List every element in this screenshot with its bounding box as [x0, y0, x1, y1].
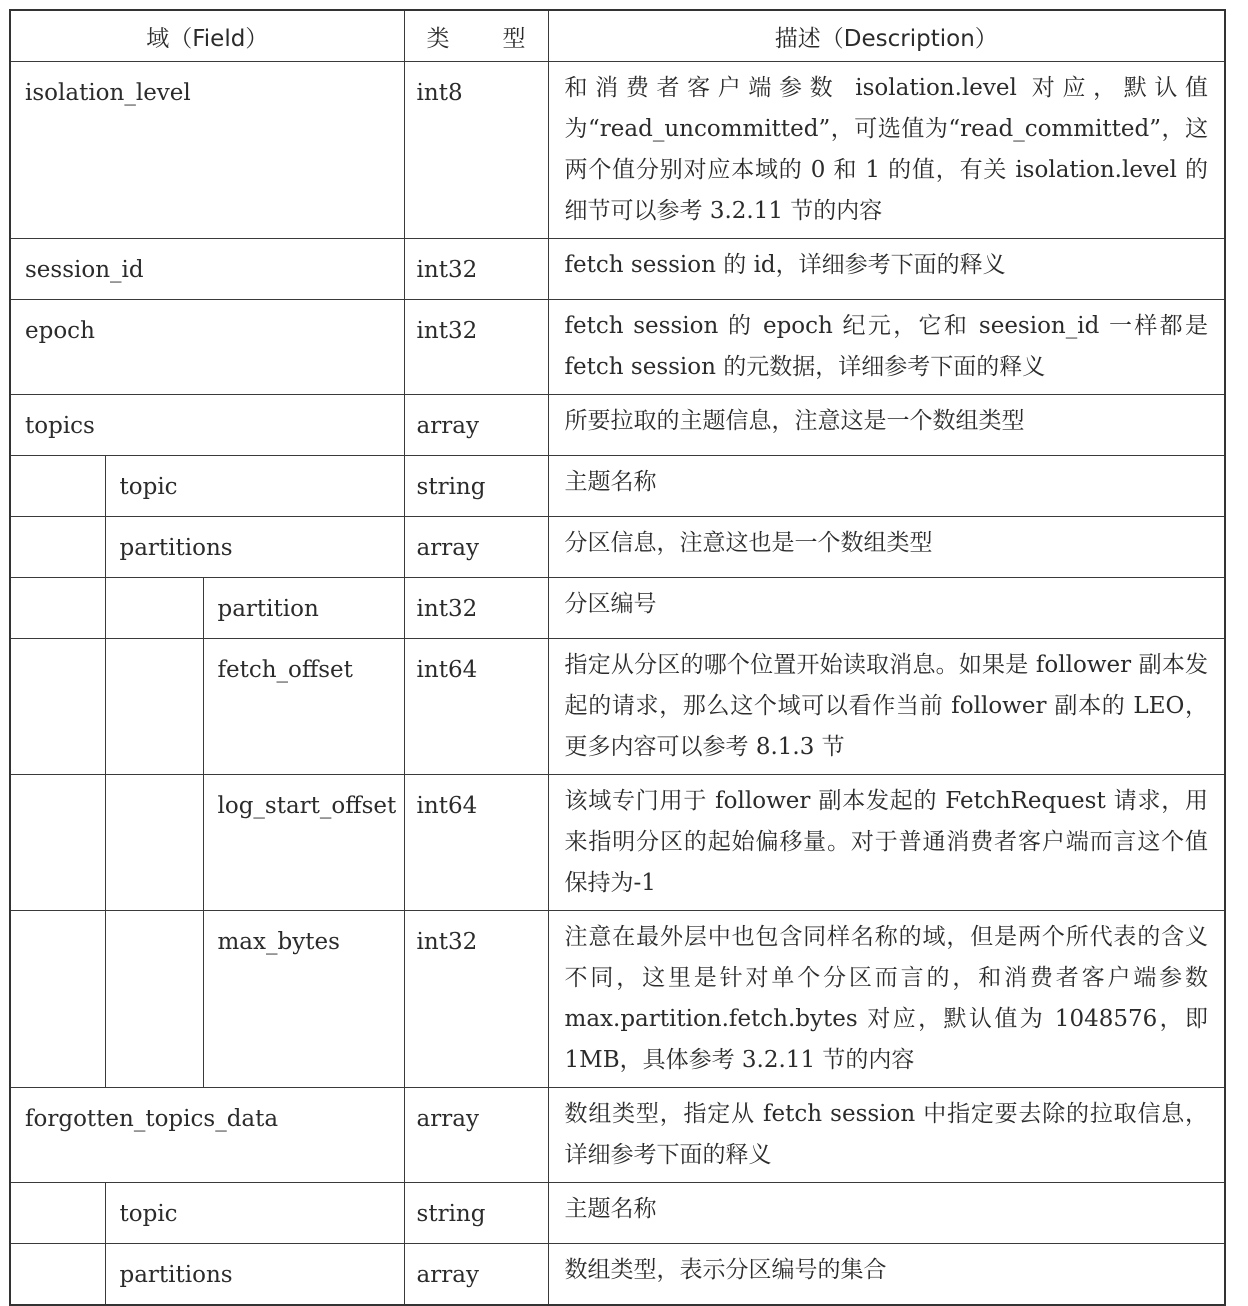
field-description: 该域专门用于 follower 副本发起的 FetchRequest 请求，用来指明分区的起始偏移量。对于普通消费者客户端而言这个值保持为-1 — [564, 788, 1209, 896]
table-row — [10, 300, 1225, 395]
field-description: 分区信息，注意这也是一个数组类型 — [564, 530, 933, 556]
field-cell — [203, 775, 404, 911]
indent-cell — [105, 775, 203, 911]
field-type: int32 — [416, 596, 478, 622]
field-description: 和消费者客户端参数 isolation.level 对应，默认值为“read_uncommitted”，可选值为“read_committed”，这两个值分别对应本域的 0 和 1 的值，有关 isolation.level 的细节可以参考 3.2.11 节的内容 — [564, 75, 1209, 224]
field-name: session_id — [25, 257, 144, 283]
table-row — [10, 775, 1225, 911]
field-description: 注意在最外层中也包含同样名称的域，但是两个所代表的含义不同，这里是针对单个分区而言的，和消费者客户端参数 max.partition.fetch.bytes 对应，默认值为 1048576，即 1MB，具体参考 3.2.11 节的内容 — [564, 924, 1209, 1073]
type-cell — [404, 300, 548, 395]
type-cell — [404, 395, 548, 456]
type-cell — [404, 775, 548, 911]
type-cell — [404, 239, 548, 300]
field-name: fetch_offset — [217, 657, 353, 683]
table-header-row — [10, 10, 1225, 62]
field-cell — [10, 300, 404, 395]
field-cell — [10, 1088, 404, 1183]
field-name: log_start_offset — [217, 793, 397, 819]
description-cell — [548, 395, 1225, 456]
type-cell — [404, 1088, 548, 1183]
field-cell — [10, 395, 404, 456]
indent-cell — [105, 911, 203, 1088]
indent-cell — [10, 639, 105, 775]
field-description: 数组类型，表示分区编号的集合 — [564, 1257, 887, 1283]
field-description: 分区编号 — [564, 591, 657, 617]
indent-cell — [10, 775, 105, 911]
field-description: fetch session 的 id，详细参考下面的释义 — [564, 252, 1006, 278]
indent-cell — [105, 639, 203, 775]
field-description: 所要拉取的主题信息，注意这是一个数组类型 — [564, 408, 1025, 434]
field-name: max_bytes — [217, 929, 340, 955]
field-cell — [10, 239, 404, 300]
field-name: epoch — [25, 318, 95, 344]
field-name: partitions — [119, 1262, 233, 1288]
field-column-header: 域（Field） — [10, 10, 404, 62]
field-description: 数组类型，指定从 fetch session 中指定要去除的拉取信息，详细参考下面的释义 — [564, 1101, 1209, 1168]
field-type: array — [416, 535, 479, 561]
field-cell — [203, 578, 404, 639]
field-name: isolation_level — [25, 80, 191, 106]
indent-cell — [10, 911, 105, 1088]
field-type: int32 — [416, 929, 478, 955]
table-row — [10, 1088, 1225, 1183]
type-column-header: 类 型 — [404, 10, 548, 62]
table-row — [10, 517, 1225, 578]
description-column-header: 描述（Description） — [548, 10, 1225, 62]
description-cell — [548, 517, 1225, 578]
table-row — [10, 239, 1225, 300]
indent-cell — [10, 1183, 105, 1244]
field-type: int64 — [416, 657, 478, 683]
field-cell — [10, 62, 404, 239]
field-name: topic — [119, 1201, 178, 1227]
table-row — [10, 1183, 1225, 1244]
field-cell — [105, 517, 404, 578]
field-description: 主题名称 — [564, 469, 657, 495]
table-row — [10, 639, 1225, 775]
field-type: string — [416, 474, 486, 500]
field-cell — [203, 639, 404, 775]
description-cell — [548, 239, 1225, 300]
indent-cell — [10, 1244, 105, 1306]
field-name: topic — [119, 474, 178, 500]
field-name: partition — [217, 596, 319, 622]
type-cell — [404, 578, 548, 639]
field-cell — [105, 456, 404, 517]
type-cell — [404, 517, 548, 578]
field-type: int8 — [416, 80, 463, 106]
description-cell — [548, 578, 1225, 639]
field-name: forgotten_topics_data — [25, 1106, 279, 1132]
table-row — [10, 395, 1225, 456]
field-name: topics — [25, 413, 95, 439]
field-type: array — [416, 1106, 479, 1132]
field-cell — [105, 1183, 404, 1244]
description-cell — [548, 62, 1225, 239]
field-cell — [203, 911, 404, 1088]
type-cell — [404, 1244, 548, 1306]
field-type: string — [416, 1201, 486, 1227]
description-cell — [548, 300, 1225, 395]
description-cell — [548, 456, 1225, 517]
field-description: fetch session 的 epoch 纪元，它和 seesion_id 一样都是 fetch session 的元数据，详细参考下面的释义 — [564, 313, 1209, 380]
description-cell — [548, 1088, 1225, 1183]
field-name: partitions — [119, 535, 233, 561]
type-cell — [404, 639, 548, 775]
description-cell — [548, 639, 1225, 775]
field-description: 指定从分区的哪个位置开始读取消息。如果是 follower 副本发起的请求，那么这个域可以看作当前 follower 副本的 LEO，更多内容可以参考 8.1.3 节 — [564, 652, 1209, 760]
field-type: array — [416, 1262, 479, 1288]
field-description-table — [9, 9, 1226, 1306]
table-row — [10, 456, 1225, 517]
description-cell — [548, 1244, 1225, 1306]
table-row — [10, 62, 1225, 239]
indent-cell — [10, 578, 105, 639]
field-type: int32 — [416, 257, 478, 283]
indent-cell — [10, 517, 105, 578]
indent-cell — [10, 456, 105, 517]
type-cell — [404, 1183, 548, 1244]
type-cell — [404, 911, 548, 1088]
field-description: 主题名称 — [564, 1196, 657, 1222]
description-cell — [548, 1183, 1225, 1244]
description-cell — [548, 775, 1225, 911]
field-type: int64 — [416, 793, 478, 819]
type-cell — [404, 62, 548, 239]
table-row — [10, 911, 1225, 1088]
field-type: array — [416, 413, 479, 439]
type-cell — [404, 456, 548, 517]
field-type: int32 — [416, 318, 478, 344]
table-row — [10, 578, 1225, 639]
table-row — [10, 1244, 1225, 1306]
description-cell — [548, 911, 1225, 1088]
field-cell — [105, 1244, 404, 1306]
indent-cell — [105, 578, 203, 639]
